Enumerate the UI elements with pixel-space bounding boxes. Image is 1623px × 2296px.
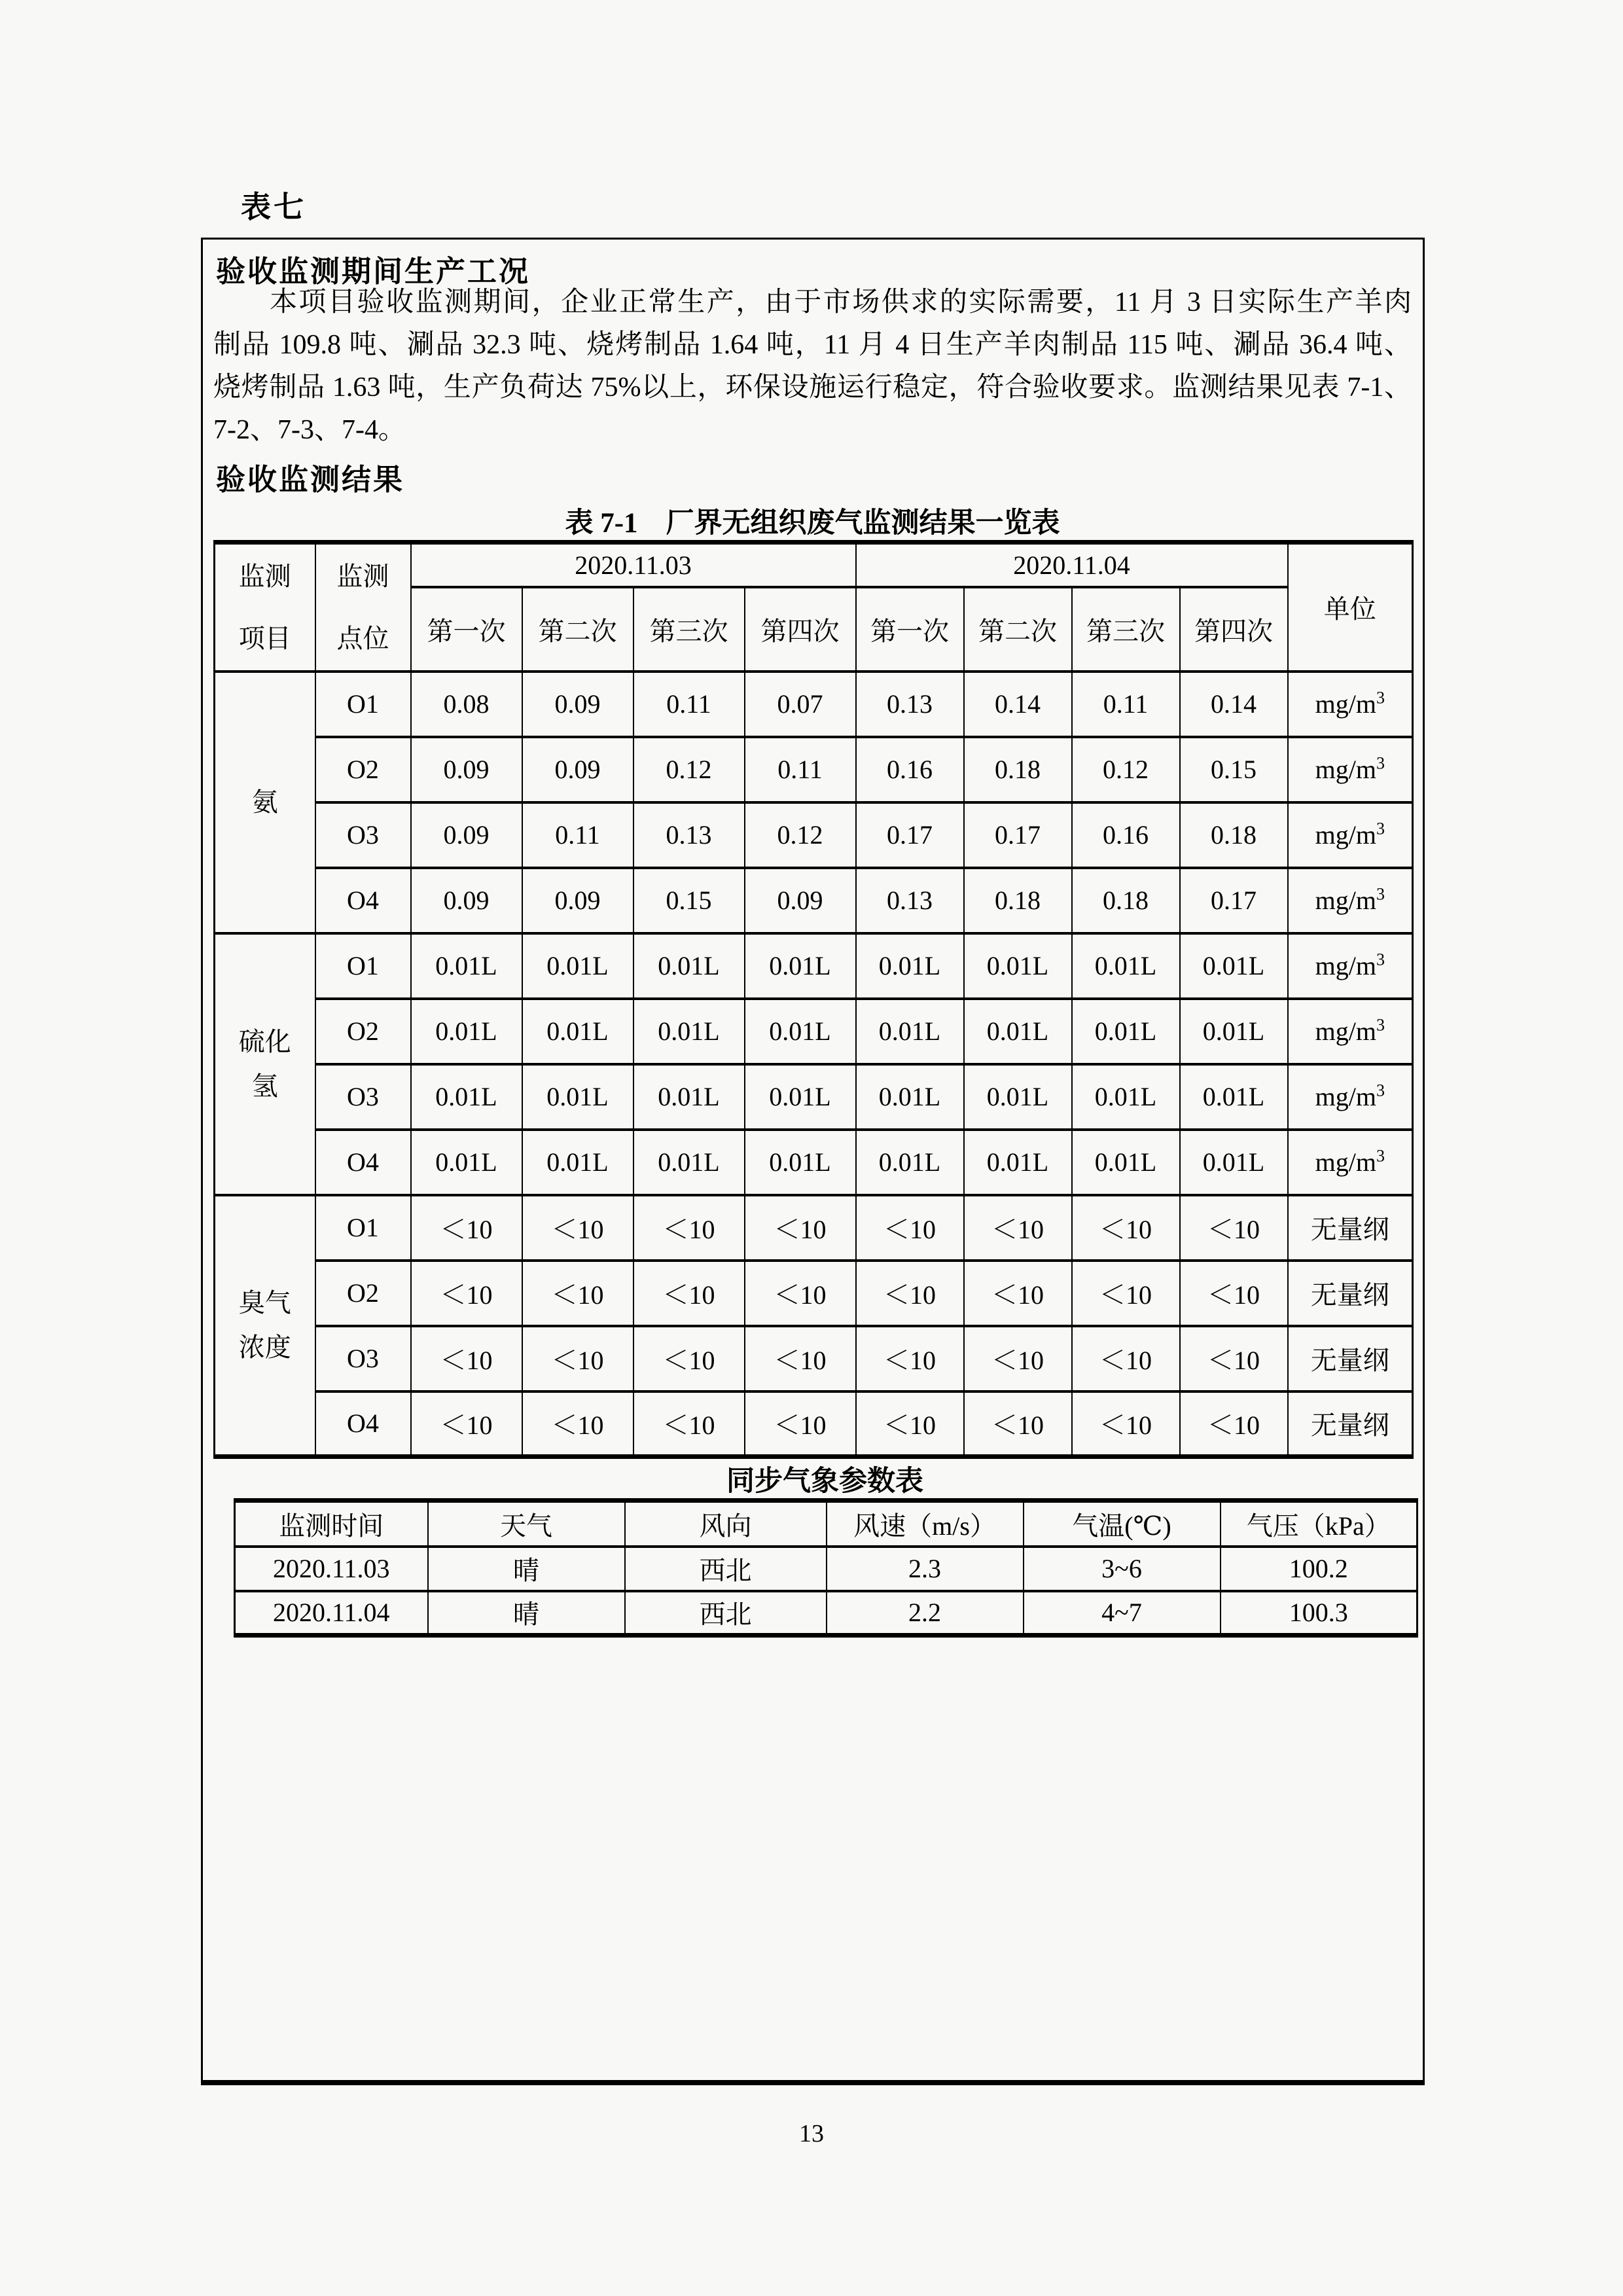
value-cell: ＜10 — [1180, 1391, 1288, 1457]
value-cell: 0.11 — [745, 737, 856, 802]
value-cell: 0.12 — [1072, 737, 1180, 802]
weather-parameters-table — [234, 1498, 1418, 1638]
value-cell: 0.01L — [964, 999, 1072, 1064]
paragraph-line: 本项目验收监测期间，企业正常生产，由于市场供求的实际需要，11 月 3 日实际生产羊肉 — [270, 287, 1412, 317]
point-cell: O3 — [315, 1326, 411, 1391]
met-cell: 100.3 — [1221, 1591, 1418, 1636]
point-cell: O3 — [315, 802, 411, 868]
group-label-line: 浓度 — [238, 1332, 291, 1362]
run-header: 第二次 — [522, 587, 633, 672]
value-cell: ＜10 — [1072, 1391, 1180, 1457]
unit-base: mg/m — [1315, 951, 1376, 980]
value-cell: 0.01L — [1072, 1130, 1180, 1195]
unit-cell — [1288, 1391, 1413, 1457]
value-cell: ＜10 — [411, 1391, 522, 1457]
value-cell: ＜10 — [522, 1261, 633, 1326]
group-label-hydrogen-sulfide — [215, 933, 315, 1195]
section-title-monitoring-results: 验收监测结果 — [216, 463, 405, 496]
unit-cell — [1288, 1195, 1413, 1261]
point-cell: O4 — [315, 868, 411, 933]
value-cell: 0.01L — [856, 1064, 964, 1130]
value-cell: ＜10 — [745, 1326, 856, 1391]
unit-cell — [1288, 933, 1413, 999]
value-cell: ＜10 — [633, 1195, 745, 1261]
value-cell: 0.01L — [411, 1130, 522, 1195]
unit-superscript: 3 — [1376, 1146, 1385, 1166]
value-cell: 0.01L — [856, 1130, 964, 1195]
unit-base: mg/m — [1315, 820, 1376, 850]
point-cell: O2 — [315, 1261, 411, 1326]
value-cell: ＜10 — [856, 1391, 964, 1457]
value-cell: ＜10 — [1180, 1326, 1288, 1391]
value-cell: 0.13 — [856, 672, 964, 737]
col-header-line: 监测 — [238, 561, 291, 591]
group-label-line: 臭气 — [238, 1287, 291, 1318]
value-cell: ＜10 — [1072, 1195, 1180, 1261]
unit-superscript: 3 — [1376, 950, 1385, 969]
point-cell: O1 — [315, 933, 411, 999]
value-cell: 0.18 — [964, 737, 1072, 802]
value-cell: 0.01L — [745, 1064, 856, 1130]
met-cell: 3~6 — [1024, 1547, 1221, 1591]
value-cell: 0.14 — [964, 672, 1072, 737]
table-row — [215, 999, 1413, 1064]
gas-monitoring-table — [213, 540, 1414, 1459]
value-cell: ＜10 — [964, 1195, 1072, 1261]
value-cell: 0.01L — [633, 1064, 745, 1130]
unit-base: mg/m — [1315, 886, 1376, 915]
met-header: 风向 — [625, 1501, 827, 1547]
point-cell: O1 — [315, 672, 411, 737]
point-cell: O4 — [315, 1391, 411, 1457]
value-cell: 0.13 — [856, 868, 964, 933]
paragraph-line: 7-2、7-3、7-4。 — [213, 415, 406, 445]
unit-base: mg/m — [1315, 755, 1376, 784]
table-row — [235, 1547, 1418, 1591]
value-cell: 0.09 — [745, 868, 856, 933]
value-cell: 0.09 — [411, 868, 522, 933]
value-cell: 0.01L — [856, 933, 964, 999]
value-cell: ＜10 — [522, 1326, 633, 1391]
unit-superscript: 3 — [1376, 753, 1385, 773]
value-cell: 0.01L — [522, 1130, 633, 1195]
value-cell: 0.08 — [411, 672, 522, 737]
group-label-line: 硫化 — [238, 1026, 291, 1056]
value-cell: 0.01L — [1180, 999, 1288, 1064]
run-header: 第四次 — [1180, 587, 1288, 672]
table-row — [215, 1261, 1413, 1326]
group-label-ammonia — [215, 672, 315, 933]
value-cell: 0.09 — [522, 672, 633, 737]
value-cell: 0.18 — [1072, 868, 1180, 933]
paragraph-line: 烧烤制品 1.63 吨，生产负荷达 75%以上，环保设施运行稳定，符合验收要求。监测结果见表 7-1、 — [213, 372, 1412, 403]
value-cell: 0.01L — [522, 1064, 633, 1130]
unit-cell — [1288, 1261, 1413, 1326]
met-header: 监测时间 — [235, 1501, 428, 1547]
value-cell: 0.01L — [633, 999, 745, 1064]
group-label-line: 氢 — [251, 1071, 278, 1101]
value-cell: 0.01L — [1072, 999, 1180, 1064]
met-header: 天气 — [428, 1501, 625, 1547]
value-cell: 0.01L — [856, 999, 964, 1064]
value-cell: 0.01L — [964, 1064, 1072, 1130]
met-cell: 西北 — [625, 1547, 827, 1591]
value-cell: ＜10 — [964, 1261, 1072, 1326]
table-row — [215, 737, 1413, 802]
unit-cell — [1288, 802, 1413, 868]
unit-superscript: 3 — [1376, 1015, 1385, 1035]
value-cell: ＜10 — [522, 1391, 633, 1457]
table-row — [215, 1326, 1413, 1391]
value-cell: 0.11 — [522, 802, 633, 868]
value-cell: ＜10 — [633, 1391, 745, 1457]
value-cell: ＜10 — [1072, 1261, 1180, 1326]
run-header: 第三次 — [633, 587, 745, 672]
table1-title: 表 7-1 厂界无组织废气监测结果一览表 — [565, 508, 1060, 539]
run-header: 第四次 — [745, 587, 856, 672]
value-cell: 0.01L — [1180, 1064, 1288, 1130]
value-cell: 0.01L — [633, 1130, 745, 1195]
met-cell: 2.2 — [827, 1591, 1024, 1636]
table-row — [235, 1591, 1418, 1636]
value-cell: 0.01L — [522, 933, 633, 999]
table-row — [235, 1501, 1418, 1547]
date-header: 2020.11.04 — [856, 543, 1288, 587]
value-cell: ＜10 — [745, 1391, 856, 1457]
table-row — [215, 543, 1413, 587]
value-cell: 0.12 — [745, 802, 856, 868]
unit-superscript: 3 — [1376, 688, 1385, 708]
value-cell: 0.16 — [856, 737, 964, 802]
col-header-line: 点位 — [336, 623, 389, 653]
met-header: 气温(℃) — [1024, 1501, 1221, 1547]
value-cell: ＜10 — [856, 1326, 964, 1391]
value-cell: 0.01L — [964, 933, 1072, 999]
value-cell: 0.15 — [1180, 737, 1288, 802]
unit-base: 无量纲 — [1310, 1346, 1389, 1375]
col-header-item — [215, 543, 315, 672]
value-cell: 0.09 — [411, 802, 522, 868]
run-header: 第一次 — [411, 587, 522, 672]
run-header: 第二次 — [964, 587, 1072, 672]
group-label-line: 氨 — [251, 787, 278, 817]
value-cell: 0.01L — [411, 1064, 522, 1130]
table-row — [215, 1130, 1413, 1195]
unit-cell — [1288, 999, 1413, 1064]
value-cell: ＜10 — [964, 1326, 1072, 1391]
unit-base: mg/m — [1315, 689, 1376, 719]
value-cell: ＜10 — [856, 1195, 964, 1261]
table-row — [215, 1391, 1413, 1457]
value-cell: 0.18 — [964, 868, 1072, 933]
value-cell: ＜10 — [964, 1391, 1072, 1457]
met-cell: 100.2 — [1221, 1547, 1418, 1591]
value-cell: 0.16 — [1072, 802, 1180, 868]
value-cell: 0.09 — [522, 737, 633, 802]
value-cell: 0.01L — [411, 933, 522, 999]
value-cell: ＜10 — [745, 1195, 856, 1261]
table-row — [215, 1195, 1413, 1261]
value-cell: ＜10 — [633, 1326, 745, 1391]
value-cell: 0.17 — [856, 802, 964, 868]
value-cell: 0.01L — [1180, 933, 1288, 999]
unit-base: mg/m — [1315, 1147, 1376, 1177]
table-row — [215, 868, 1413, 933]
unit-base: mg/m — [1315, 1082, 1376, 1111]
value-cell: 0.01L — [633, 933, 745, 999]
value-cell: 0.01L — [745, 1130, 856, 1195]
table-row — [215, 672, 1413, 737]
met-cell: 2020.11.03 — [235, 1547, 428, 1591]
value-cell: 0.01L — [1072, 1064, 1180, 1130]
value-cell: 0.11 — [633, 672, 745, 737]
run-header: 第一次 — [856, 587, 964, 672]
date-header: 2020.11.03 — [411, 543, 856, 587]
met-header: 风速（m/s） — [827, 1501, 1024, 1547]
unit-cell — [1288, 1064, 1413, 1130]
value-cell: 0.11 — [1072, 672, 1180, 737]
value-cell: ＜10 — [633, 1261, 745, 1326]
col-header-line: 项目 — [238, 623, 291, 653]
point-cell: O2 — [315, 737, 411, 802]
value-cell: 0.01L — [964, 1130, 1072, 1195]
col-header-line: 监测 — [336, 561, 389, 591]
met-cell: 西北 — [625, 1591, 827, 1636]
unit-base: 无量纲 — [1310, 1280, 1389, 1310]
run-header: 第三次 — [1072, 587, 1180, 672]
value-cell: 0.09 — [411, 737, 522, 802]
table-row — [215, 802, 1413, 868]
point-cell: O3 — [315, 1064, 411, 1130]
value-cell: ＜10 — [856, 1261, 964, 1326]
point-cell: O4 — [315, 1130, 411, 1195]
unit-cell — [1288, 868, 1413, 933]
value-cell: ＜10 — [522, 1195, 633, 1261]
met-cell: 4~7 — [1024, 1591, 1221, 1636]
paragraph-line: 制品 109.8 吨、涮品 32.3 吨、烧烤制品 1.64 吨，11 月 4 日生产羊肉制品 115 吨、涮品 36.4 吨、 — [213, 330, 1412, 360]
value-cell: 0.17 — [964, 802, 1072, 868]
page-number: 13 — [799, 2120, 824, 2147]
unit-superscript: 3 — [1376, 1081, 1385, 1100]
value-cell: 0.14 — [1180, 672, 1288, 737]
value-cell: ＜10 — [745, 1261, 856, 1326]
value-cell: 0.07 — [745, 672, 856, 737]
value-cell: ＜10 — [411, 1195, 522, 1261]
value-cell: 0.15 — [633, 868, 745, 933]
section-title-production-conditions: 验收监测期间生产工况 — [216, 255, 531, 288]
table-row — [215, 1064, 1413, 1130]
value-cell: 0.13 — [633, 802, 745, 868]
unit-base: 无量纲 — [1310, 1215, 1389, 1244]
page-label: 表七 — [241, 190, 306, 224]
value-cell: ＜10 — [1180, 1195, 1288, 1261]
value-cell: 0.01L — [522, 999, 633, 1064]
value-cell: 0.01L — [1180, 1130, 1288, 1195]
unit-superscript: 3 — [1376, 884, 1385, 904]
col-header-unit: 单位 — [1288, 543, 1413, 672]
value-cell: 0.18 — [1180, 802, 1288, 868]
paragraph — [213, 281, 1412, 452]
unit-cell — [1288, 1326, 1413, 1391]
value-cell: ＜10 — [411, 1261, 522, 1326]
value-cell: 0.09 — [522, 868, 633, 933]
col-header-point — [315, 543, 411, 672]
unit-superscript: 3 — [1376, 819, 1385, 838]
content-box — [201, 238, 1425, 2085]
weather-table-title: 同步气象参数表 — [726, 1466, 923, 1497]
point-cell: O2 — [315, 999, 411, 1064]
met-header: 气压（kPa） — [1221, 1501, 1418, 1547]
group-label-odor — [215, 1195, 315, 1457]
point-cell: O1 — [315, 1195, 411, 1261]
met-cell: 晴 — [428, 1547, 625, 1591]
value-cell: 0.01L — [745, 999, 856, 1064]
value-cell: ＜10 — [1180, 1261, 1288, 1326]
value-cell: ＜10 — [1072, 1326, 1180, 1391]
met-cell: 2020.11.04 — [235, 1591, 428, 1636]
value-cell: 0.17 — [1180, 868, 1288, 933]
table-row — [215, 933, 1413, 999]
met-cell: 2.3 — [827, 1547, 1024, 1591]
value-cell: 0.01L — [411, 999, 522, 1064]
value-cell: 0.01L — [1072, 933, 1180, 999]
unit-cell — [1288, 1130, 1413, 1195]
value-cell: ＜10 — [411, 1326, 522, 1391]
value-cell: 0.12 — [633, 737, 745, 802]
unit-base: 无量纲 — [1310, 1410, 1389, 1441]
met-cell: 晴 — [428, 1591, 625, 1636]
value-cell: 0.01L — [745, 933, 856, 999]
unit-cell — [1288, 672, 1413, 737]
unit-cell — [1288, 737, 1413, 802]
unit-base: mg/m — [1315, 1016, 1376, 1046]
